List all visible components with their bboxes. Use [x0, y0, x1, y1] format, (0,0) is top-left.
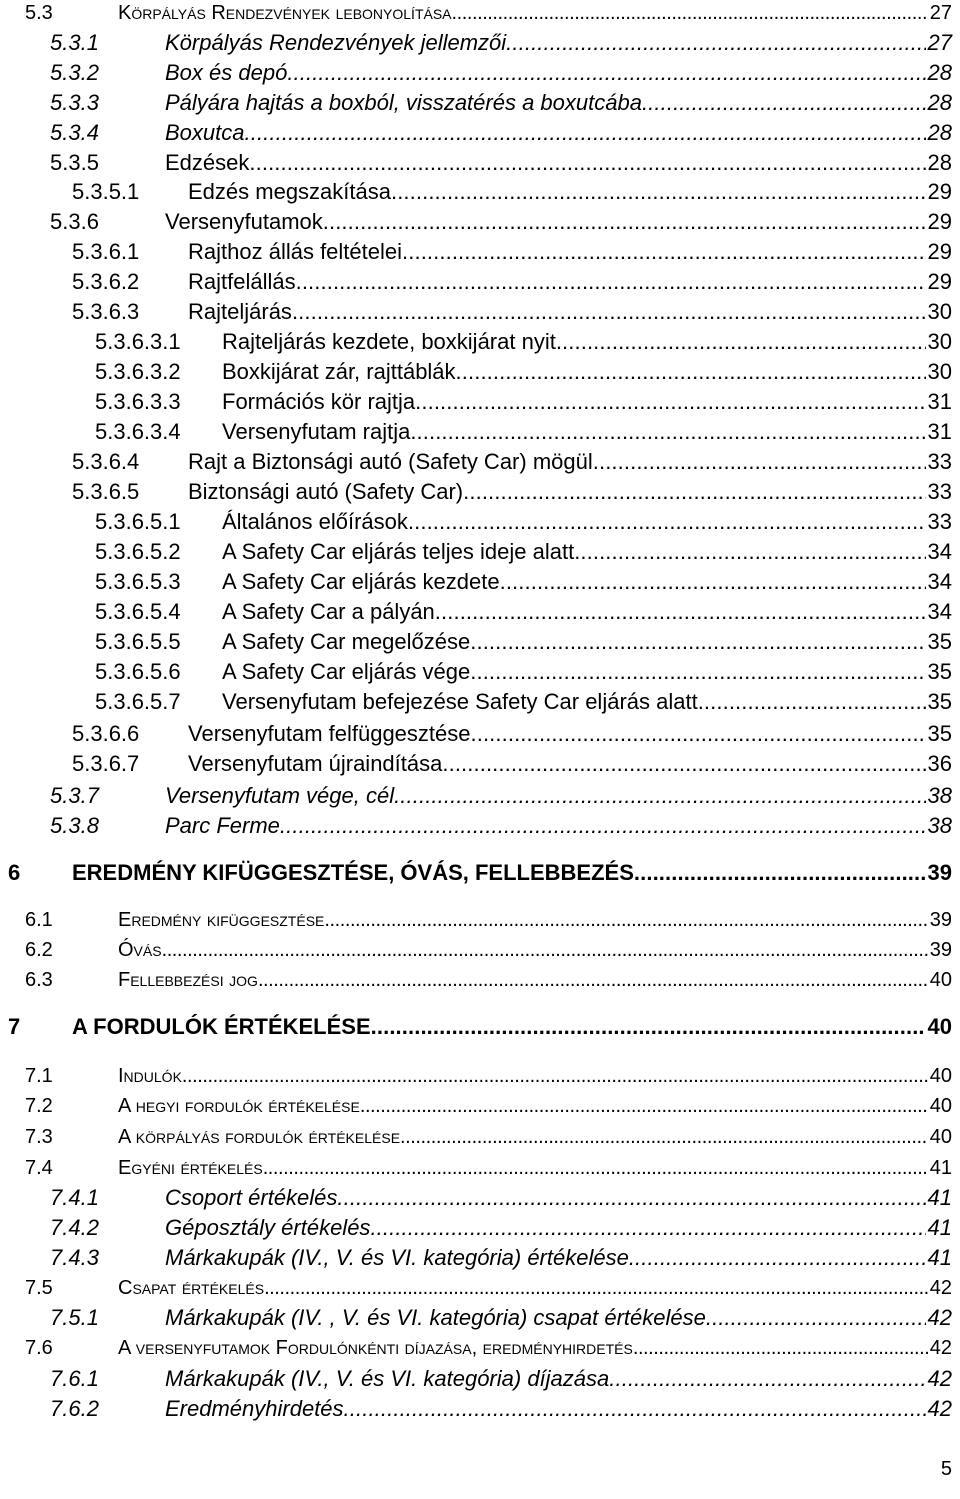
toc-entry[interactable] [0, 327, 960, 357]
toc-entry[interactable] [0, 935, 960, 965]
toc-entry-number: 5.3.6.5.7 [95, 689, 181, 714]
toc-entry-number: 6.2 [25, 939, 53, 961]
toc-entry-number: 5.3.6.7 [72, 751, 140, 776]
dot-leader [442, 749, 925, 779]
toc-entry-title: Boxkijárat zár, rajttáblák [222, 359, 456, 384]
toc-entry-number: 5.3.3 [50, 90, 99, 115]
toc-entry-number: 7.4 [25, 1157, 53, 1179]
toc-entry-title: Márkakupák (IV. , V. és VI. kategória) csapat értékelése [165, 1305, 706, 1330]
toc-entry-number: 5.3.6 [50, 209, 99, 234]
dot-leader [258, 965, 928, 995]
toc-entry-number: 7.5.1 [50, 1305, 99, 1330]
toc-entry-page: 31 [927, 419, 952, 444]
toc-entry[interactable] [0, 28, 960, 58]
toc-entry[interactable] [0, 597, 960, 627]
toc-entry-number: 5.3.6.3 [72, 299, 140, 324]
toc-entry-page: 28 [927, 90, 952, 115]
toc-entry-title: Rajteljárás [188, 299, 292, 324]
toc-entry-title: Egyéni értékelés [118, 1157, 263, 1179]
toc-entry-title: Körpályás Rendezvények jellemzői [165, 30, 507, 55]
toc-entry-title: Géposztály értékelés [165, 1215, 371, 1240]
toc-entry-number: 5.3.6.5.6 [95, 659, 181, 684]
toc-entry-number: 5.3.6.5.3 [95, 569, 181, 594]
toc-entry-number: 5.3.6.5.5 [95, 629, 181, 654]
toc-entry-number: 5.3 [25, 2, 53, 24]
toc-entry-number: 5.3.6.5.1 [95, 509, 181, 534]
dot-leader [642, 88, 926, 118]
toc-entry-number: 6 [8, 860, 21, 885]
toc-entry-page: 40 [929, 969, 952, 991]
toc-entry-number: 5.3.6.6 [72, 721, 140, 746]
dot-leader [402, 237, 926, 267]
dot-leader [415, 387, 925, 417]
toc-entry-title: A Safety Car eljárás kezdete [222, 569, 500, 594]
toc-entry[interactable] [0, 177, 960, 207]
dot-leader [593, 447, 926, 477]
toc-entry-number: 5.3.6.3.4 [95, 419, 181, 444]
toc-entry[interactable] [0, 1012, 960, 1042]
toc-entry-title: Márkakupák (IV., V. és VI. kategória) díjazása [165, 1366, 610, 1391]
toc-entry-page: 35 [927, 659, 952, 684]
dot-leader [182, 1061, 928, 1091]
toc-entry[interactable] [0, 537, 960, 567]
toc-entry[interactable] [0, 417, 960, 447]
toc-entry-title: Márkakupák (IV., V. és VI. kategória) értékelése [165, 1245, 629, 1270]
toc-entry-title: Csapat értékelés [118, 1277, 265, 1299]
dot-leader [400, 1122, 928, 1152]
toc-entry-page: 39 [929, 909, 952, 931]
toc-entry[interactable] [0, 781, 960, 811]
toc-entry-title: Biztonsági autó (Safety Car) [188, 479, 464, 504]
dot-leader [249, 148, 925, 178]
dot-leader [706, 1303, 926, 1333]
dot-leader [370, 1213, 925, 1243]
dot-leader [394, 781, 925, 811]
toc-entry-number: 7.6.1 [50, 1366, 99, 1391]
dot-leader [609, 1364, 925, 1394]
toc-entry-number: 5.3.6.4 [72, 449, 140, 474]
toc-entry-number: 5.3.6.3.2 [95, 359, 181, 384]
toc-entry-page: 41 [927, 1185, 952, 1210]
toc-entry-number: 7.4.3 [50, 1245, 99, 1270]
toc-entry-number: 5.3.5 [50, 150, 99, 175]
toc-entry[interactable] [0, 357, 960, 387]
toc-entry-title: Óvás [118, 939, 162, 961]
toc-entry-page: 29 [927, 269, 952, 294]
toc-entry-page: 42 [927, 1366, 952, 1391]
toc-entry-page: 33 [927, 449, 952, 474]
toc-entry-number: 5.3.6.1 [72, 239, 140, 264]
toc-entry[interactable] [0, 1273, 960, 1303]
dot-leader [470, 657, 925, 687]
toc-entry-page: 30 [927, 359, 952, 384]
dot-leader [287, 58, 925, 88]
toc-entry-page: 36 [927, 751, 952, 776]
toc-entry-number: 5.3.6.5 [72, 479, 140, 504]
toc-entry[interactable] [0, 0, 960, 28]
toc-entry-page: 30 [927, 299, 952, 324]
toc-entry-number: 5.3.1 [50, 30, 99, 55]
toc-entry-title: Formációs kör rajtja [222, 389, 416, 414]
toc-entry[interactable] [0, 1183, 960, 1213]
toc-entry-title: Körpályás Rendezvények lebonyolítása [118, 2, 452, 24]
dot-leader [629, 1243, 926, 1273]
toc-entry-page: 38 [927, 783, 952, 808]
toc-entry[interactable] [0, 749, 960, 779]
toc-entry-title: Pályára hajtás a boxból, visszatérés a boxutcába [165, 90, 642, 115]
toc-entry[interactable] [0, 1364, 960, 1394]
dot-leader [410, 417, 925, 447]
toc-entry-title: A hegyi fordulók értékelése [118, 1095, 360, 1117]
toc-entry-page: 28 [927, 60, 952, 85]
toc-entry-title: A FORDULÓK ÉRTÉKELÉSE [72, 1014, 371, 1039]
toc-entry-page: 42 [927, 1305, 952, 1330]
toc-entry-page: 29 [927, 209, 952, 234]
toc-entry[interactable] [0, 267, 960, 297]
dot-leader [506, 28, 925, 58]
toc-entry-page: 33 [927, 509, 952, 534]
toc-entry-title: Parc Ferme [165, 813, 280, 838]
toc-entry-title: Rajtfelállás [188, 269, 296, 294]
dot-leader [280, 811, 926, 841]
dot-leader [452, 0, 928, 28]
dot-leader [324, 905, 927, 935]
toc-entry-page: 42 [929, 1337, 952, 1359]
dot-leader [456, 357, 926, 387]
toc-entry[interactable] [0, 858, 960, 888]
toc-entry-page: 35 [927, 721, 952, 746]
toc-entry[interactable] [0, 811, 960, 841]
toc-entry[interactable] [0, 58, 960, 88]
toc-entry-number: 7.6 [25, 1337, 53, 1359]
toc-entry[interactable] [0, 1213, 960, 1243]
toc-entry[interactable] [0, 1122, 960, 1152]
toc-entry-page: 40 [929, 1126, 952, 1148]
toc-entry-number: 5.3.6.5.2 [95, 539, 181, 564]
toc-entry-title: Eredmény kifüggesztése [118, 909, 325, 931]
toc-entry-page: 41 [929, 1157, 952, 1179]
toc-entry-title: Rajthoz állás feltételei [188, 239, 403, 264]
toc-entry-number: 5.3.6.3.3 [95, 389, 181, 414]
toc-entry[interactable] [0, 148, 960, 178]
toc-entry-number: 7.4.1 [50, 1185, 99, 1210]
toc-entry[interactable] [0, 1153, 960, 1183]
toc-entry[interactable] [0, 905, 960, 935]
toc-entry-number: 7.4.2 [50, 1215, 99, 1240]
toc-entry-title: Indulók [118, 1065, 182, 1087]
dot-leader [323, 207, 926, 237]
toc-entry[interactable] [0, 1243, 960, 1273]
toc-entry-page: 31 [927, 389, 952, 414]
toc-entry-number: 5.3.8 [50, 813, 99, 838]
toc-entry-number: 6.3 [25, 969, 53, 991]
toc-entry[interactable] [0, 1091, 960, 1121]
toc-entry[interactable] [0, 297, 960, 327]
toc-entry-page: 34 [927, 569, 952, 594]
dot-leader [435, 597, 926, 627]
toc-entry-page: 28 [927, 120, 952, 145]
toc-entry[interactable] [0, 207, 960, 237]
dot-leader [574, 537, 925, 567]
dot-leader [264, 1273, 928, 1303]
toc-entry-number: 7.2 [25, 1095, 53, 1117]
toc-entry[interactable] [0, 477, 960, 507]
toc-entry-title: Edzés megszakítása [188, 179, 391, 204]
toc-entry-page: 29 [927, 239, 952, 264]
toc-entry-page: 40 [927, 1014, 952, 1039]
dot-leader [470, 627, 925, 657]
toc-entry-page: 40 [929, 1065, 952, 1087]
toc-entry-page: 35 [927, 629, 952, 654]
dot-leader [500, 567, 926, 597]
toc-entry-title: Versenyfutamok [165, 209, 323, 234]
toc-entry[interactable] [0, 1333, 960, 1363]
dot-leader [463, 477, 925, 507]
toc-entry[interactable] [0, 1303, 960, 1333]
toc-entry-title: Versenyfutam újraindítása [188, 751, 443, 776]
toc-entry-title: Versenyfutam vége, cél [165, 783, 395, 808]
toc-entry-page: 42 [929, 1277, 952, 1299]
toc-entry-title: Versenyfutam felfüggesztése [188, 721, 471, 746]
toc-entry-title: Általános előírások [222, 509, 408, 534]
toc-entry-number: 5.3.4 [50, 120, 99, 145]
toc-entry[interactable] [0, 567, 960, 597]
toc-entry[interactable] [0, 657, 960, 687]
toc-entry-title: Rajteljárás kezdete, boxkijárat nyit [222, 329, 556, 354]
toc-entry-number: 6.1 [25, 909, 53, 931]
dot-leader [263, 1153, 928, 1183]
toc-entry-title: EREDMÉNY KIFÜGGESZTÉSE, ÓVÁS, FELLEBBEZÉS [72, 860, 634, 885]
toc-entry-page: 35 [927, 689, 952, 714]
toc-entry[interactable] [0, 1061, 960, 1091]
toc-entry-number: 5.3.2 [50, 60, 99, 85]
dot-leader [698, 687, 926, 717]
toc-entry-title: Csoport értékelés [165, 1185, 338, 1210]
toc-entry-title: Boxutca [165, 120, 245, 145]
toc-entry-page: 42 [927, 1396, 952, 1421]
toc-entry-page: 38 [927, 813, 952, 838]
dot-leader [360, 1091, 928, 1121]
toc-entry-number: 7.3 [25, 1126, 53, 1148]
toc-entry[interactable] [0, 507, 960, 537]
toc-entry-title: A versenyfutamok Fordulónkénti díjazása, eredményhirdetés [118, 1337, 633, 1359]
dot-leader [344, 1394, 926, 1424]
toc-entry-title: A Safety Car a pályán [222, 599, 435, 624]
toc-entry-page: 41 [927, 1245, 952, 1270]
toc-entry-title: A Safety Car eljárás vége [222, 659, 471, 684]
toc-entry-page: 27 [929, 2, 952, 24]
toc-entry-page: 39 [929, 939, 952, 961]
toc-entry-page: 29 [927, 179, 952, 204]
toc-entry-page: 41 [927, 1215, 952, 1240]
toc-entry[interactable] [0, 118, 960, 148]
toc-entry[interactable] [0, 387, 960, 417]
toc-entry-number: 5.3.7 [50, 783, 99, 808]
toc-entry-number: 5.3.6.2 [72, 269, 140, 294]
toc-entry-page: 39 [927, 860, 952, 885]
dot-leader [408, 507, 926, 537]
toc-entry-number: 5.3.5.1 [72, 179, 140, 204]
toc-entry-number: 7.1 [25, 1065, 53, 1087]
toc-entry-title: Versenyfutam rajtja [222, 419, 411, 444]
toc-entry[interactable] [0, 687, 960, 717]
toc-entry-number: 7.6.2 [50, 1396, 99, 1421]
dot-leader [471, 719, 926, 749]
dot-leader [337, 1183, 925, 1213]
toc-entry-number: 5.3.6.3.1 [95, 329, 181, 354]
dot-leader [633, 1333, 928, 1363]
toc-entry-title: A körpályás fordulók értékelése [118, 1126, 401, 1148]
page-number: 5 [940, 1458, 952, 1480]
toc-entry-title: Box és depó [165, 60, 288, 85]
toc-entry-title: Versenyfutam befejezése Safety Car eljárás alatt [222, 689, 698, 714]
toc-entry[interactable] [0, 627, 960, 657]
dot-leader [634, 858, 926, 888]
toc-entry-number: 5.3.6.5.4 [95, 599, 181, 624]
dot-leader [391, 177, 926, 207]
toc-entry-page: 30 [927, 329, 952, 354]
dot-leader [245, 118, 926, 148]
dot-leader [556, 327, 926, 357]
toc-entry-page: 27 [927, 30, 952, 55]
toc-entry-page: 28 [927, 150, 952, 175]
toc-entry-number: 7 [8, 1014, 21, 1039]
dot-leader [371, 1012, 926, 1042]
dot-leader [292, 297, 926, 327]
dot-leader [162, 935, 928, 965]
toc-entry-title: A Safety Car megelőzése [222, 629, 471, 654]
toc-entry[interactable] [0, 237, 960, 267]
toc-entry[interactable] [0, 719, 960, 749]
toc-entry[interactable] [0, 88, 960, 118]
toc-entry-title: A Safety Car eljárás teljes ideje alatt [222, 539, 575, 564]
toc-entry-title: Rajt a Biztonsági autó (Safety Car) mögül [188, 449, 593, 474]
toc-entry-page: 34 [927, 539, 952, 564]
toc-entry-page: 33 [927, 479, 952, 504]
toc-entry-page: 40 [929, 1095, 952, 1117]
toc-entry[interactable] [0, 965, 960, 995]
toc-entry[interactable] [0, 447, 960, 477]
toc-entry-title: Edzések [165, 150, 250, 175]
toc-entry-title: Eredményhirdetés [165, 1396, 344, 1421]
toc-entry[interactable] [0, 1394, 960, 1424]
toc-entry-page: 34 [927, 599, 952, 624]
toc-entry-number: 7.5 [25, 1277, 53, 1299]
dot-leader [296, 267, 926, 297]
toc-entry-title: Fellebbezési jog [118, 969, 258, 991]
